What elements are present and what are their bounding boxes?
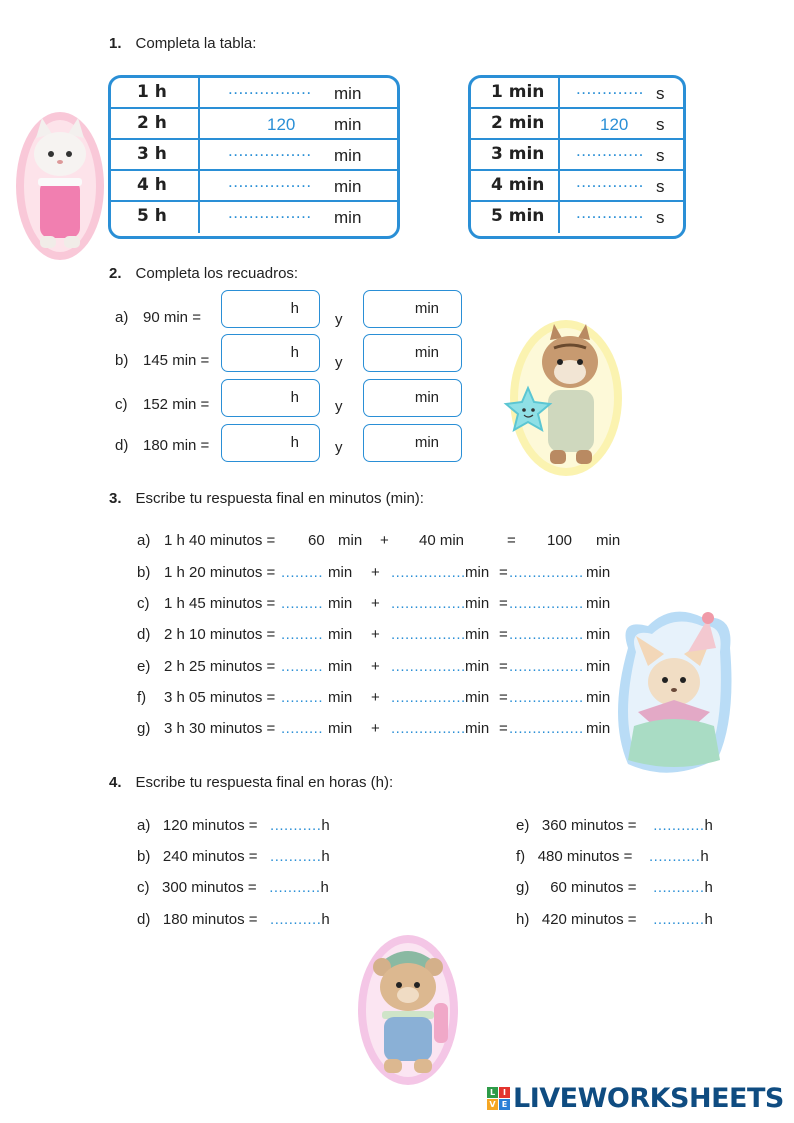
unit-label: min — [586, 626, 611, 643]
item-letter: h) — [516, 911, 530, 928]
section-4-title: 4. Escribe tu respuesta final en horas (h): — [109, 774, 394, 791]
item-expression: 120 minutos = — [162, 817, 258, 834]
table-row — [471, 140, 683, 171]
logo-grid-icon — [487, 1087, 510, 1110]
hours-item — [137, 848, 330, 865]
fox-toy-image — [608, 608, 736, 776]
plus-sign: + — [371, 658, 380, 675]
logo-cell: I — [499, 1087, 510, 1098]
example-value: 100 — [547, 532, 573, 549]
answer-field[interactable]: ................ — [391, 658, 466, 675]
and-label: y — [335, 354, 343, 371]
logo-cell: L — [487, 1087, 498, 1098]
row-label: 3 h — [111, 140, 200, 169]
table-row — [111, 109, 397, 140]
row-label: 5 min — [471, 202, 560, 233]
table-row — [471, 78, 683, 109]
equals-sign: = — [499, 626, 508, 643]
answer-field[interactable]: ........... — [653, 817, 705, 834]
hours-box[interactable] — [221, 424, 320, 462]
section-2-title: 2. Completa los recuadros: — [109, 265, 299, 282]
minutes-box[interactable] — [363, 334, 462, 372]
table-row — [471, 202, 683, 233]
unit-label: h — [704, 817, 713, 834]
item-expression: 420 minutos = — [541, 911, 637, 928]
answer-field[interactable]: ............. — [576, 141, 644, 160]
answer-field[interactable]: ................ — [391, 564, 466, 581]
row-label: 1 h — [111, 78, 200, 107]
and-label: y — [335, 311, 343, 328]
table-row — [111, 78, 397, 109]
unit-label: min — [334, 177, 362, 196]
unit-label: min — [586, 720, 611, 737]
row-label: 4 min — [471, 171, 560, 200]
unit-label: min — [338, 532, 363, 549]
plus-sign: + — [371, 564, 380, 581]
bear-toy-image — [356, 933, 460, 1087]
unit-label: min — [328, 564, 353, 581]
item-letter: d) — [137, 911, 151, 928]
answer-value: 120 — [267, 115, 296, 134]
unit-label: min — [596, 532, 621, 549]
hours-item — [516, 879, 713, 896]
plus-sign: + — [371, 595, 380, 612]
minutes-line — [137, 658, 617, 678]
unit-label: h — [320, 879, 329, 896]
minutes-line — [137, 689, 617, 709]
answer-field[interactable]: ............. — [576, 172, 644, 191]
unit-label: s — [656, 115, 665, 134]
row-label: 2 h — [111, 109, 200, 138]
item-expression: 1 h 40 minutos = — [164, 532, 276, 549]
unit-label: h — [290, 300, 299, 317]
answer-field[interactable]: ................ — [228, 141, 312, 160]
item-letter: g) — [137, 720, 151, 737]
item-expression: 60 minutos = — [550, 879, 637, 896]
answer-field[interactable]: ................ — [391, 595, 466, 612]
row-label: 4 h — [111, 171, 200, 200]
unit-label: h — [321, 848, 330, 865]
unit-label: min — [328, 595, 353, 612]
item-letter: f) — [516, 848, 526, 865]
and-label: y — [335, 398, 343, 415]
minutes-line — [137, 595, 617, 615]
item-letter: e) — [516, 817, 530, 834]
answer-field[interactable]: ........... — [269, 879, 321, 896]
answer-field[interactable]: ................ — [391, 720, 466, 737]
unit-label: min — [334, 208, 362, 227]
item-letter: a) — [137, 532, 151, 549]
minutes-line — [137, 720, 617, 740]
answer-field[interactable]: ................ — [228, 79, 312, 98]
unit-label: h — [704, 911, 713, 928]
table-row — [471, 171, 683, 202]
item-letter: f) — [137, 689, 147, 706]
equals-sign: = — [507, 532, 516, 549]
equals-sign: = — [499, 564, 508, 581]
unit-label: h — [290, 389, 299, 406]
answer-field[interactable]: ............. — [576, 79, 644, 98]
answer-field[interactable]: ......... — [281, 626, 324, 643]
logo-text: LIVEWORKSHEETS — [513, 1083, 784, 1114]
unit-label: min — [586, 595, 611, 612]
unit-label: min — [586, 564, 611, 581]
equals-sign: = — [499, 720, 508, 737]
liveworksheets-logo — [487, 1083, 784, 1114]
unit-label: h — [700, 848, 709, 865]
hours-item — [516, 817, 713, 834]
unit-label: h — [321, 817, 330, 834]
answer-field[interactable]: ......... — [281, 658, 324, 675]
hours-item — [516, 911, 713, 928]
answer-field[interactable]: ................ — [228, 172, 312, 191]
answer-field[interactable]: ................ — [509, 595, 584, 612]
item-expression: 3 h 30 minutos = — [164, 720, 276, 737]
minutes-box[interactable] — [363, 379, 462, 417]
hours-item — [516, 848, 709, 865]
unit-label: min — [465, 658, 490, 675]
and-label: y — [335, 439, 343, 456]
unit-label: min — [414, 434, 439, 451]
equals-sign: = — [499, 658, 508, 675]
unit-label: min — [328, 626, 353, 643]
item-expression: 360 minutos = — [541, 817, 637, 834]
item-expression: 90 min = — [143, 309, 201, 326]
row-label: 2 min — [471, 109, 560, 138]
answer-field[interactable]: ......... — [281, 595, 324, 612]
item-expression: 180 minutos = — [162, 911, 258, 928]
row-label: 3 min — [471, 140, 560, 169]
answer-field[interactable]: ................ — [228, 203, 312, 222]
item-expression: 180 min = — [143, 437, 210, 454]
unit-label: min — [328, 720, 353, 737]
hours-box[interactable] — [221, 290, 320, 328]
unit-label: h — [290, 344, 299, 361]
hours-box[interactable] — [221, 334, 320, 372]
hours-item — [137, 817, 330, 834]
section-3-title: 3. Escribe tu respuesta final en minutos (min): — [109, 490, 424, 507]
item-letter: g) — [516, 879, 530, 896]
equals-sign: = — [499, 595, 508, 612]
row-label: 5 h — [111, 202, 200, 233]
unit-label: min — [334, 146, 362, 165]
plus-sign: + — [371, 626, 380, 643]
answer-field[interactable]: ................ — [391, 626, 466, 643]
unit-label: s — [656, 146, 665, 165]
unit-label: min — [334, 84, 362, 103]
unit-label: s — [656, 177, 665, 196]
item-expression: 1 h 20 minutos = — [164, 564, 276, 581]
answer-field[interactable]: ........... — [270, 911, 322, 928]
minutes-box[interactable] — [363, 424, 462, 462]
answer-field[interactable]: ................ — [509, 689, 584, 706]
answer-field[interactable]: ................ — [509, 564, 584, 581]
equals-sign: = — [499, 689, 508, 706]
unit-label: min — [586, 658, 611, 675]
answer-field[interactable]: ........... — [653, 911, 705, 928]
item-letter: b) — [137, 564, 151, 581]
minutes-table — [468, 75, 686, 239]
example-value: 60 — [308, 532, 325, 549]
item-expression: 152 min = — [143, 396, 210, 413]
item-expression: 1 h 45 minutos = — [164, 595, 276, 612]
answer-field[interactable]: ........... — [270, 817, 322, 834]
table-row — [111, 202, 397, 233]
unit-label: min — [465, 595, 490, 612]
unit-label: min — [586, 689, 611, 706]
item-letter: e) — [137, 658, 151, 675]
unit-label: min — [414, 300, 439, 317]
example-value: 40 min — [419, 532, 465, 549]
minutes-line — [137, 626, 617, 646]
answer-field[interactable]: ................ — [509, 658, 584, 675]
table-row — [111, 140, 397, 171]
table-row — [111, 171, 397, 202]
item-expression: 300 minutos = — [162, 879, 257, 896]
answer-field[interactable]: ................ — [509, 720, 584, 737]
hours-box[interactable] — [221, 379, 320, 417]
plus-sign: + — [371, 689, 380, 706]
item-expression: 480 minutos = — [537, 848, 633, 865]
unit-label: s — [656, 208, 665, 227]
minutes-line — [137, 564, 617, 584]
answer-field[interactable]: ......... — [281, 689, 324, 706]
unit-label: s — [656, 84, 665, 103]
item-expression: 240 minutos = — [162, 848, 258, 865]
item-letter: c) — [137, 879, 150, 896]
example-line — [137, 532, 637, 552]
item-expression: 3 h 05 minutos = — [164, 689, 276, 706]
answer-field[interactable]: ........... — [649, 848, 701, 865]
item-letter: d) — [137, 626, 151, 643]
table-row — [471, 109, 683, 140]
unit-label: h — [290, 434, 299, 451]
plus-sign: + — [371, 720, 380, 737]
hours-table — [108, 75, 400, 239]
logo-cell: V — [487, 1099, 498, 1110]
item-letter: a) — [115, 309, 129, 326]
hours-item — [137, 911, 330, 928]
item-letter: a) — [137, 817, 151, 834]
row-label: 1 min — [471, 78, 560, 107]
answer-field[interactable]: ........... — [270, 848, 322, 865]
unit-label: h — [321, 911, 330, 928]
item-letter: d) — [115, 437, 129, 454]
item-expression: 2 h 25 minutos = — [164, 658, 276, 675]
answer-field[interactable]: ......... — [281, 720, 324, 737]
answer-field[interactable]: ........... — [653, 879, 705, 896]
cat-toy-image — [14, 108, 106, 260]
item-letter: c) — [137, 595, 150, 612]
answer-field[interactable]: ................ — [509, 626, 584, 643]
unit-label: min — [465, 720, 490, 737]
item-expression: 145 min = — [143, 352, 210, 369]
logo-cell: E — [499, 1099, 510, 1110]
item-expression: 2 h 10 minutos = — [164, 626, 276, 643]
answer-field[interactable]: ................ — [391, 689, 466, 706]
unit-label: min — [328, 689, 353, 706]
unit-label: min — [465, 564, 490, 581]
unit-label: min — [334, 115, 362, 134]
answer-field[interactable]: ......... — [281, 564, 324, 581]
item-letter: b) — [115, 352, 129, 369]
unit-label: min — [465, 689, 490, 706]
answer-field[interactable]: ............. — [576, 203, 644, 222]
unit-label: min — [414, 344, 439, 361]
item-letter: b) — [137, 848, 151, 865]
squirrel-toy-image — [496, 318, 628, 478]
unit-label: min — [465, 626, 490, 643]
minutes-box[interactable] — [363, 290, 462, 328]
section-1-title: 1. Completa la tabla: — [109, 35, 257, 52]
hours-item — [137, 879, 329, 896]
plus-sign: + — [380, 532, 389, 549]
answer-value: 120 — [600, 115, 629, 134]
unit-label: min — [328, 658, 353, 675]
unit-label: h — [704, 879, 713, 896]
unit-label: min — [414, 389, 439, 406]
item-letter: c) — [115, 396, 128, 413]
